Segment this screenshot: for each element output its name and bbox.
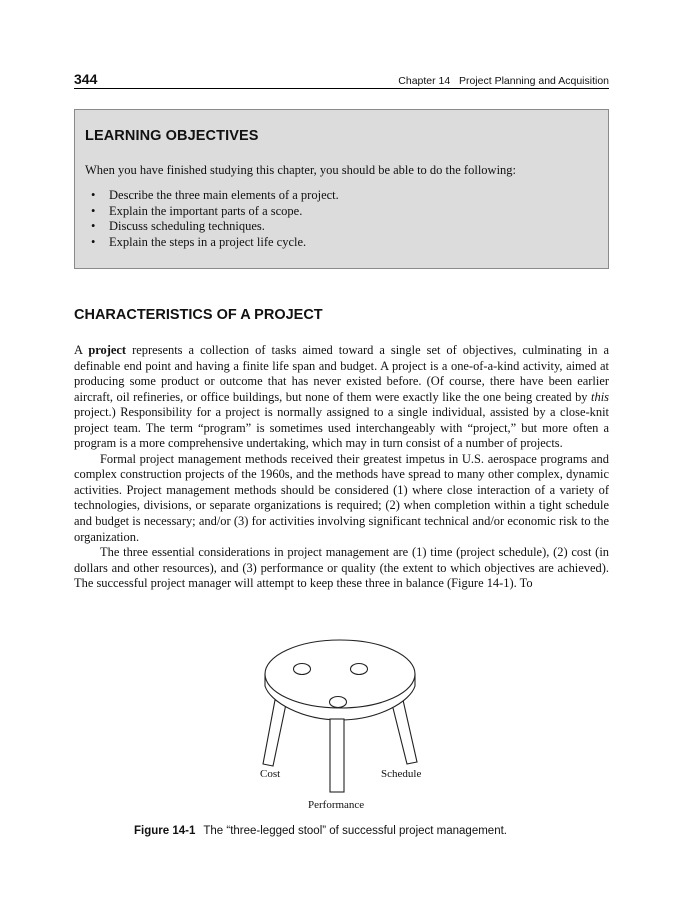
learning-objectives-intro: When you have finished studying this chapter, you should be able to do the following:: [85, 163, 517, 177]
objective-item: • Explain the important parts of a scope.: [91, 204, 339, 220]
learning-objectives-heading: LEARNING OBJECTIVES: [85, 128, 259, 144]
objective-item: • Describe the three main elements of a project.: [91, 188, 339, 204]
section-heading: CHARACTERISTICS OF A PROJECT: [74, 307, 323, 323]
body-text: [74, 343, 609, 592]
stool-leg-schedule: [392, 700, 417, 764]
paragraph-2: Formal project management methods received their greatest impetus in U.S. aerospace programs and complex construction projects of the 1960s, and the methods have spread to many other complex, dynamic activities. Project management methods should be considered (1) where close interaction of a variety of technologies, divisions, or separate organizations is required; (2) when completion within a tight schedule and budget is necessary; and/or (3) for activities involving significant technical and/or economic risk to the organization.: [74, 451, 609, 544]
term-project: project: [88, 343, 127, 357]
stool-leg-cost: [263, 700, 286, 766]
learning-objectives-box: [74, 109, 609, 269]
page-number: 344: [74, 71, 98, 87]
label-schedule: Schedule: [381, 768, 422, 780]
chapter-title: Chapter 14 Project Planning and Acquisition: [398, 75, 609, 87]
label-performance: Performance: [308, 799, 365, 811]
objectives-list: [91, 188, 339, 250]
seat-hole: [330, 697, 347, 708]
objective-item: • Discuss scheduling techniques.: [91, 219, 339, 235]
objective-item: • Explain the steps in a project life cycle.: [91, 235, 339, 251]
stool-leg-performance: [330, 719, 344, 792]
header-rule: [74, 88, 609, 89]
seat-hole: [351, 664, 368, 675]
emphasis-this: this: [591, 389, 609, 404]
running-head: [74, 71, 609, 87]
paragraph-1: A project represents a collection of tasks aimed toward a single set of objectives, culminating in a definable end point and having a finite life span and budget. A project is a one-of-a-kind activity, aimed at producing some product or outcome that has never existed before. (Of course, there have been earlier aircraft, oil refineries, or office buildings, but none of them were exactly like the one being created by this project.) Responsibility for a project is normally assigned to a single individual, assisted by a close-knit project team. The term “program” is sometimes used interchangeably with “project,” but more often a program is a more comprehensive undertaking, which may in turn consist of a number of projects.: [74, 343, 609, 451]
stool-illustration: [240, 638, 440, 818]
label-cost: Cost: [260, 768, 281, 780]
paragraph-3: The three essential considerations in project management are (1) time (project schedule), (2) cost (in dollars and other resources), and (3) performance or quality (the extent to which objectives are achieved). The successful project manager will attempt to keep these three in balance (Figure 14-1). To: [74, 545, 609, 591]
figure-caption: [134, 825, 507, 837]
figure-three-legged-stool: [240, 638, 440, 823]
caption-text: The “three-legged stool” of successful project management.: [203, 825, 507, 837]
caption-label: Figure 14-1: [134, 825, 196, 837]
seat-hole: [294, 664, 311, 675]
